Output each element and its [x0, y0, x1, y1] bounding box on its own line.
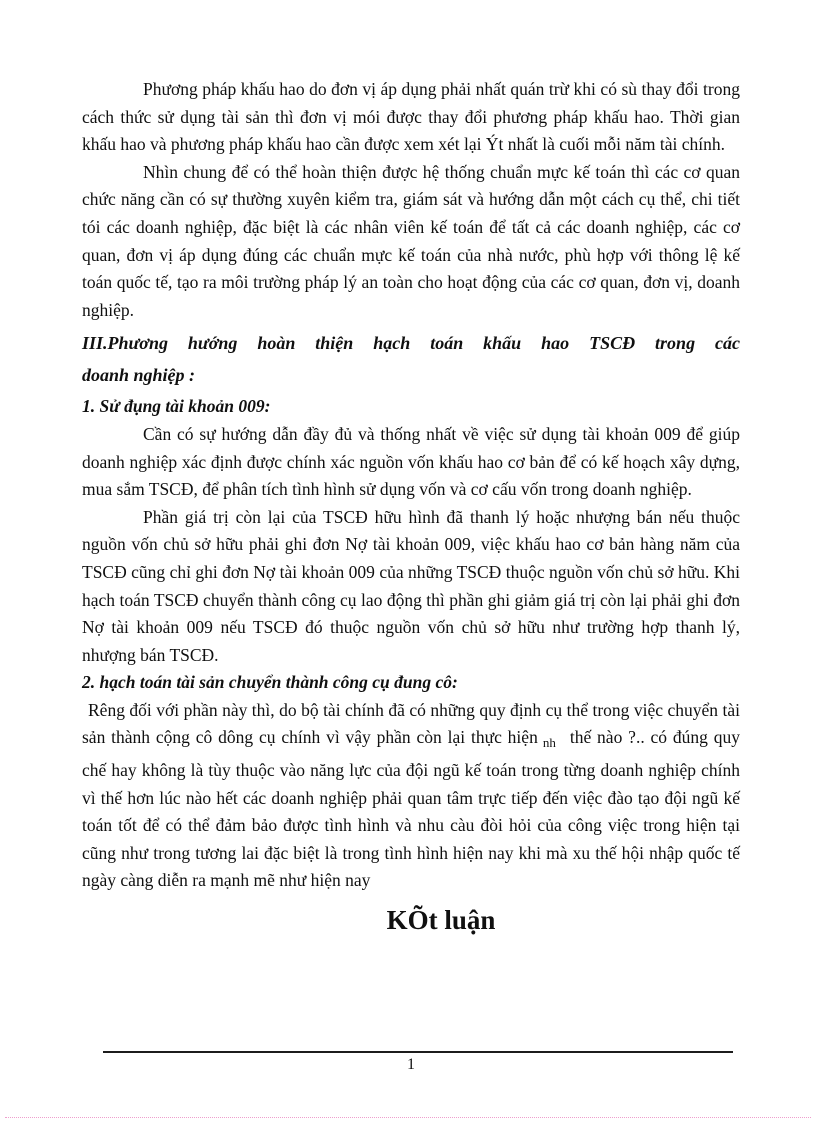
paragraph-account-009-guidance: Cần có sự hướng dẫn đầy đủ và thống nhất về việc sử dụng tài khoản 009 để giúp doanh nghiệp xác định được chính xác nguồn vốn khấu hao cơ bản để có kế hoạch xây dựng, mua sắm TSCĐ, để phân tích tình hình sử dụng vốn và cơ cấu vốn trong doanh nghiệp.: [82, 423, 740, 500]
subsection-heading-2: 2. hạch toán tài sản chuyển thành công cụ đung cô:: [82, 672, 458, 693]
section-heading-iii-line1: III.Phương hướng hoàn thiện hạch toán khấu hao TSCĐ trong các: [82, 333, 740, 354]
paragraph-asset-conversion: [82, 697, 740, 895]
paragraph-accounting-standards: Nhìn chung để có thể hoàn thiện được hệ thống chuẩn mực kế toán thì các cơ quan chức năng cần có sự thường xuyên kiểm tra, giám sát và hướng dẫn một cách cụ thể, chi tiết tói các doanh nghiệp, đặc biệt là các nhân viên kế toán để tất cả các doanh nghiệp, các cơ quan, đơn vị áp dụng đúng các chuẩn mực kế toán của nhà nước, phù hợp với thông lệ kế toán quốc tế, tạo ra môi trường pháp lý an toàn cho hoạt động của các cơ quan, đơn vị, doanh nghiệp.: [82, 161, 740, 320]
paragraph-asset-conversion-text-after: thế nào ?.. có đúng quy chế hay không là tùy thuộc vào năng lực của đội ngũ kế toán trong từng doanh nghiệp chính vì thế hơn lúc nào hết các doanh nghiệp phải quan tâm trực tiếp đến việc đào tạo đội ngũ kế toán tốt để có thể đảm bảo được tình hình và nhu càu đòi hỏi của công việc trong hiện tại cũng như trong tương lai đặc biệt là trong tình hình hiện nay khi mà xu thế hội nhập quốc tế ngày càng diễn ra mạnh mẽ như hiện nay: [82, 727, 741, 891]
paragraph-asset-conversion-text-before: Rêng đối với phần này thì, do bộ tài chính đã có những quy định cụ thể trong việc chuyển tài sản thành cộng cô dông cụ chính vì vậy phần còn lại thực hiện: [82, 699, 740, 748]
section-heading-iii-line2: doanh nghiệp :: [82, 364, 196, 385]
page-break-marker: [5, 1117, 811, 1118]
paragraph-account-009-detail: Phần giá trị còn lại của TSCĐ hữu hình đã thanh lý hoặc nhượng bán nếu thuộc nguồn vốn chủ sở hữu phải ghi đơn Nợ tài khoản 009, việc khấu hao cơ bản hàng năm của TSCĐ cũng chỉ ghi đơn Nợ tài khoản 009 của những TSCĐ thuộc nguồn vốn chủ sở hữu. Khi hạch toán TSCĐ chuyển thành công cụ lao động thì phần ghi giảm giá trị còn lại phải ghi đơn Nợ tài khoản 009 nếu TSCĐ đó thuộc nguồn vốn chủ sở hữu như trường hợp thanh lý, nhượng bán TSCĐ.: [82, 506, 740, 665]
document-body: [82, 76, 740, 939]
paragraph-depreciation-method: Phương pháp khấu hao do đơn vị áp dụng phải nhất quán trừ khi có sù thay đổi trong cách thức sử dụng tài sản thì đơn vị mói được thay đổi phương pháp khấu hao. Thời gian khấu hao và phương pháp khấu hao cần được xem xét lại Ýt nhất là cuối mỗi năm tài chính.: [82, 79, 740, 155]
paragraph-asset-conversion-subscript: nh: [542, 735, 556, 751]
page-number: 1: [407, 1056, 415, 1073]
footer-divider-line: [103, 1051, 733, 1053]
section-heading-iii: [82, 328, 740, 391]
conclusion-title: KÕt luận: [386, 905, 496, 936]
subsection-heading-1: 1. Sử đụng tài khoản 009:: [82, 396, 271, 417]
